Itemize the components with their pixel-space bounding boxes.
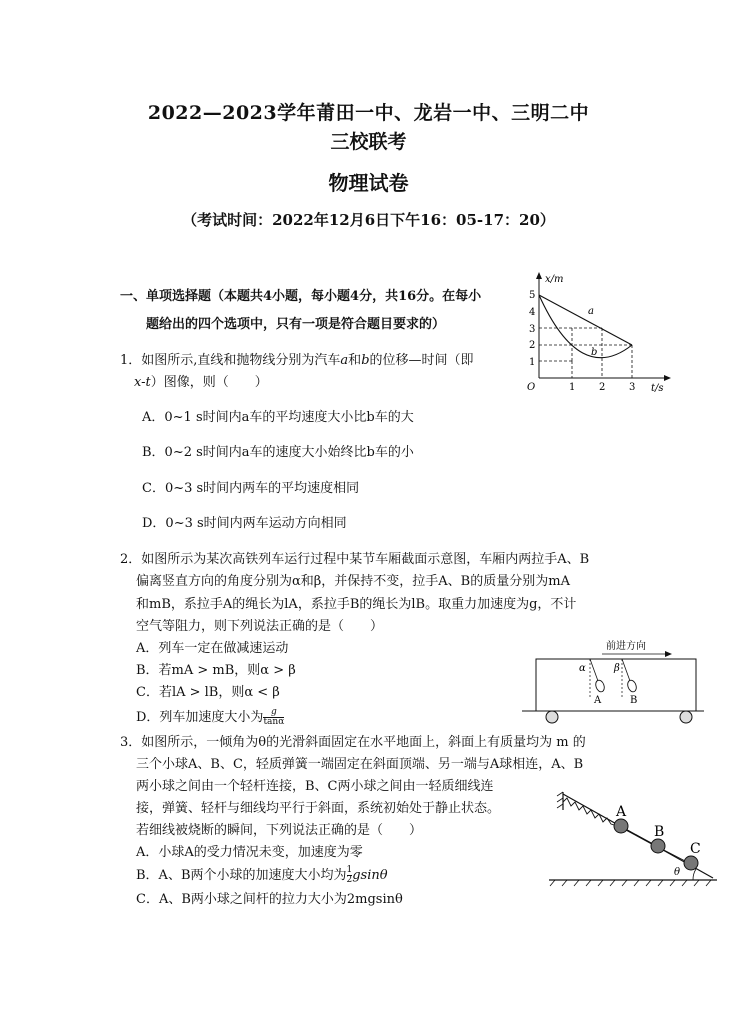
rope-a [590, 659, 598, 681]
y-axis-arrow [536, 272, 542, 279]
q2-stem-line3: 和mB，系拉手A的绳长为lA，系拉手B的绳长为lB。取重力加速度为g，不计 [136, 597, 577, 612]
x-tick-1: 1 [569, 382, 576, 393]
line-a [539, 295, 632, 345]
q2-option-d: D．列车加速度大小为 $\frac{g}{\tan\alpha}$ [136, 707, 285, 727]
exam-title-line2: 三校联考 [330, 131, 407, 153]
ball-a [614, 819, 628, 833]
section1-heading-line2: 题给出的四个选项中，只有一项是符合题目要求的） [146, 317, 446, 332]
y-tick-5: 5 [529, 290, 536, 301]
exam-time: （考试时间：2022年12月6日下午16：05-17：20） [182, 211, 555, 229]
ball-a-label: A [616, 804, 627, 820]
q2-option-c: C．若lA > lB，则α < β [136, 685, 280, 700]
curve-b [539, 295, 632, 358]
handle-b-label: B [630, 695, 638, 706]
section1-heading-line1: 一、单项选择题（本题共4小题，每小题4分，共16分。在每小 [120, 289, 482, 304]
ground-hatch [550, 880, 711, 886]
q1-option-b: B．0~2 s时间内a车的速度大小始终比b车的小 [142, 445, 414, 460]
wheel-right [680, 711, 692, 723]
q1-stem-line2: x-t）图像，则（ ） [134, 375, 268, 390]
direction-label: 前进方向 [606, 641, 646, 652]
q1-option-a: A．0~1 s时间内a车的平均速度大小比b车的大 [142, 410, 414, 425]
y-tick-1: 1 [529, 357, 536, 368]
q2-option-b: B．若mA > mB，则α > β [136, 663, 296, 678]
y-tick-2: 2 [529, 340, 536, 351]
origin-label: O [527, 382, 536, 393]
q1-stem-line1: 1．如图所示,直线和抛物线分别为汽车a和b的位移—时间（即 [120, 353, 474, 368]
spring [563, 798, 617, 826]
theta-label: θ [674, 867, 681, 878]
y-axis-label: x/m [545, 274, 564, 285]
x-axis-arrow [664, 375, 671, 381]
q2-stem-line2: 偏离竖直方向的角度分别为α和β，并保持不变，拉手A、B的质量分别为mA [136, 574, 570, 589]
curve-a-label: a [588, 306, 594, 317]
theta-arc [693, 869, 696, 880]
q1-option-d: D．0~3 s时间内两车运动方向相同 [142, 516, 347, 531]
q3-stem-line1: 3．如图所示，一倾角为θ的光滑斜面固定在水平地面上，斜面上有质量均为 m 的 [120, 735, 586, 750]
x-tick-3: 3 [629, 382, 636, 393]
wheel-left [546, 711, 558, 723]
q3-option-a: A．小球A的受力情况未变，加速度为零 [136, 845, 363, 860]
q3-stem-line5: 若细线被烧断的瞬间，下列说法正确的是（ ） [136, 823, 423, 838]
q3-stem-line3: 两小球之间由一个轻杆连接，B、C两小球之间由一轻质细线连 [136, 779, 494, 794]
q1-xt-graph [525, 268, 675, 393]
angle-beta: β [614, 663, 620, 674]
handle-a-label: A [594, 695, 602, 706]
q3-stem-line2: 三个小球A、B、C，轻质弹簧一端固定在斜面顶端、另一端与A球相连，A、B [136, 757, 584, 772]
q1-option-c: C．0~3 s时间内两车的平均速度相同 [142, 481, 360, 496]
exam-title-line1: 2022—2023学年莆田一中、龙岩一中、三明二中 [147, 102, 590, 124]
q3-option-c: C．A、B两小球之间杆的拉力大小为2mgsinθ [136, 892, 403, 907]
q3-incline-figure [545, 782, 723, 892]
direction-arrow-head [665, 651, 672, 657]
wall-hatch [557, 792, 563, 808]
angle-alpha: α [579, 663, 586, 674]
q2-stem-line1: 2．如图所示为某次高铁列车运行过程中某节车厢截面示意图，车厢内两拉手A、B [120, 552, 590, 567]
ball-c [684, 856, 698, 870]
subject-title: 物理试卷 [328, 171, 409, 195]
q2-option-a: A．列车一定在做减速运动 [136, 641, 289, 656]
y-tick-3: 3 [529, 324, 536, 335]
rope-b [622, 659, 630, 681]
q3-option-b: B．A、B两个小球的加速度大小均为 $\frac{1}{2}$ gsinθ [136, 865, 388, 885]
x-tick-2: 2 [599, 382, 606, 393]
ball-c-label: C [690, 841, 701, 857]
q2-stem-line4: 空气等阻力，则下列说法正确的是（ ） [136, 619, 384, 634]
ball-b [651, 839, 665, 853]
handle-b [626, 679, 638, 693]
q2-train-figure [518, 635, 708, 727]
y-tick-4: 4 [529, 307, 536, 318]
ball-b-label: B [654, 824, 665, 840]
handle-a [594, 679, 606, 693]
x-axis-label: t/s [651, 383, 664, 393]
q3-stem-line4: 接，弹簧、轻杆与细线均平行于斜面，系统初始处于静止状态。 [136, 801, 501, 816]
curve-b-label: b [591, 347, 598, 358]
guide-lines [539, 328, 632, 378]
